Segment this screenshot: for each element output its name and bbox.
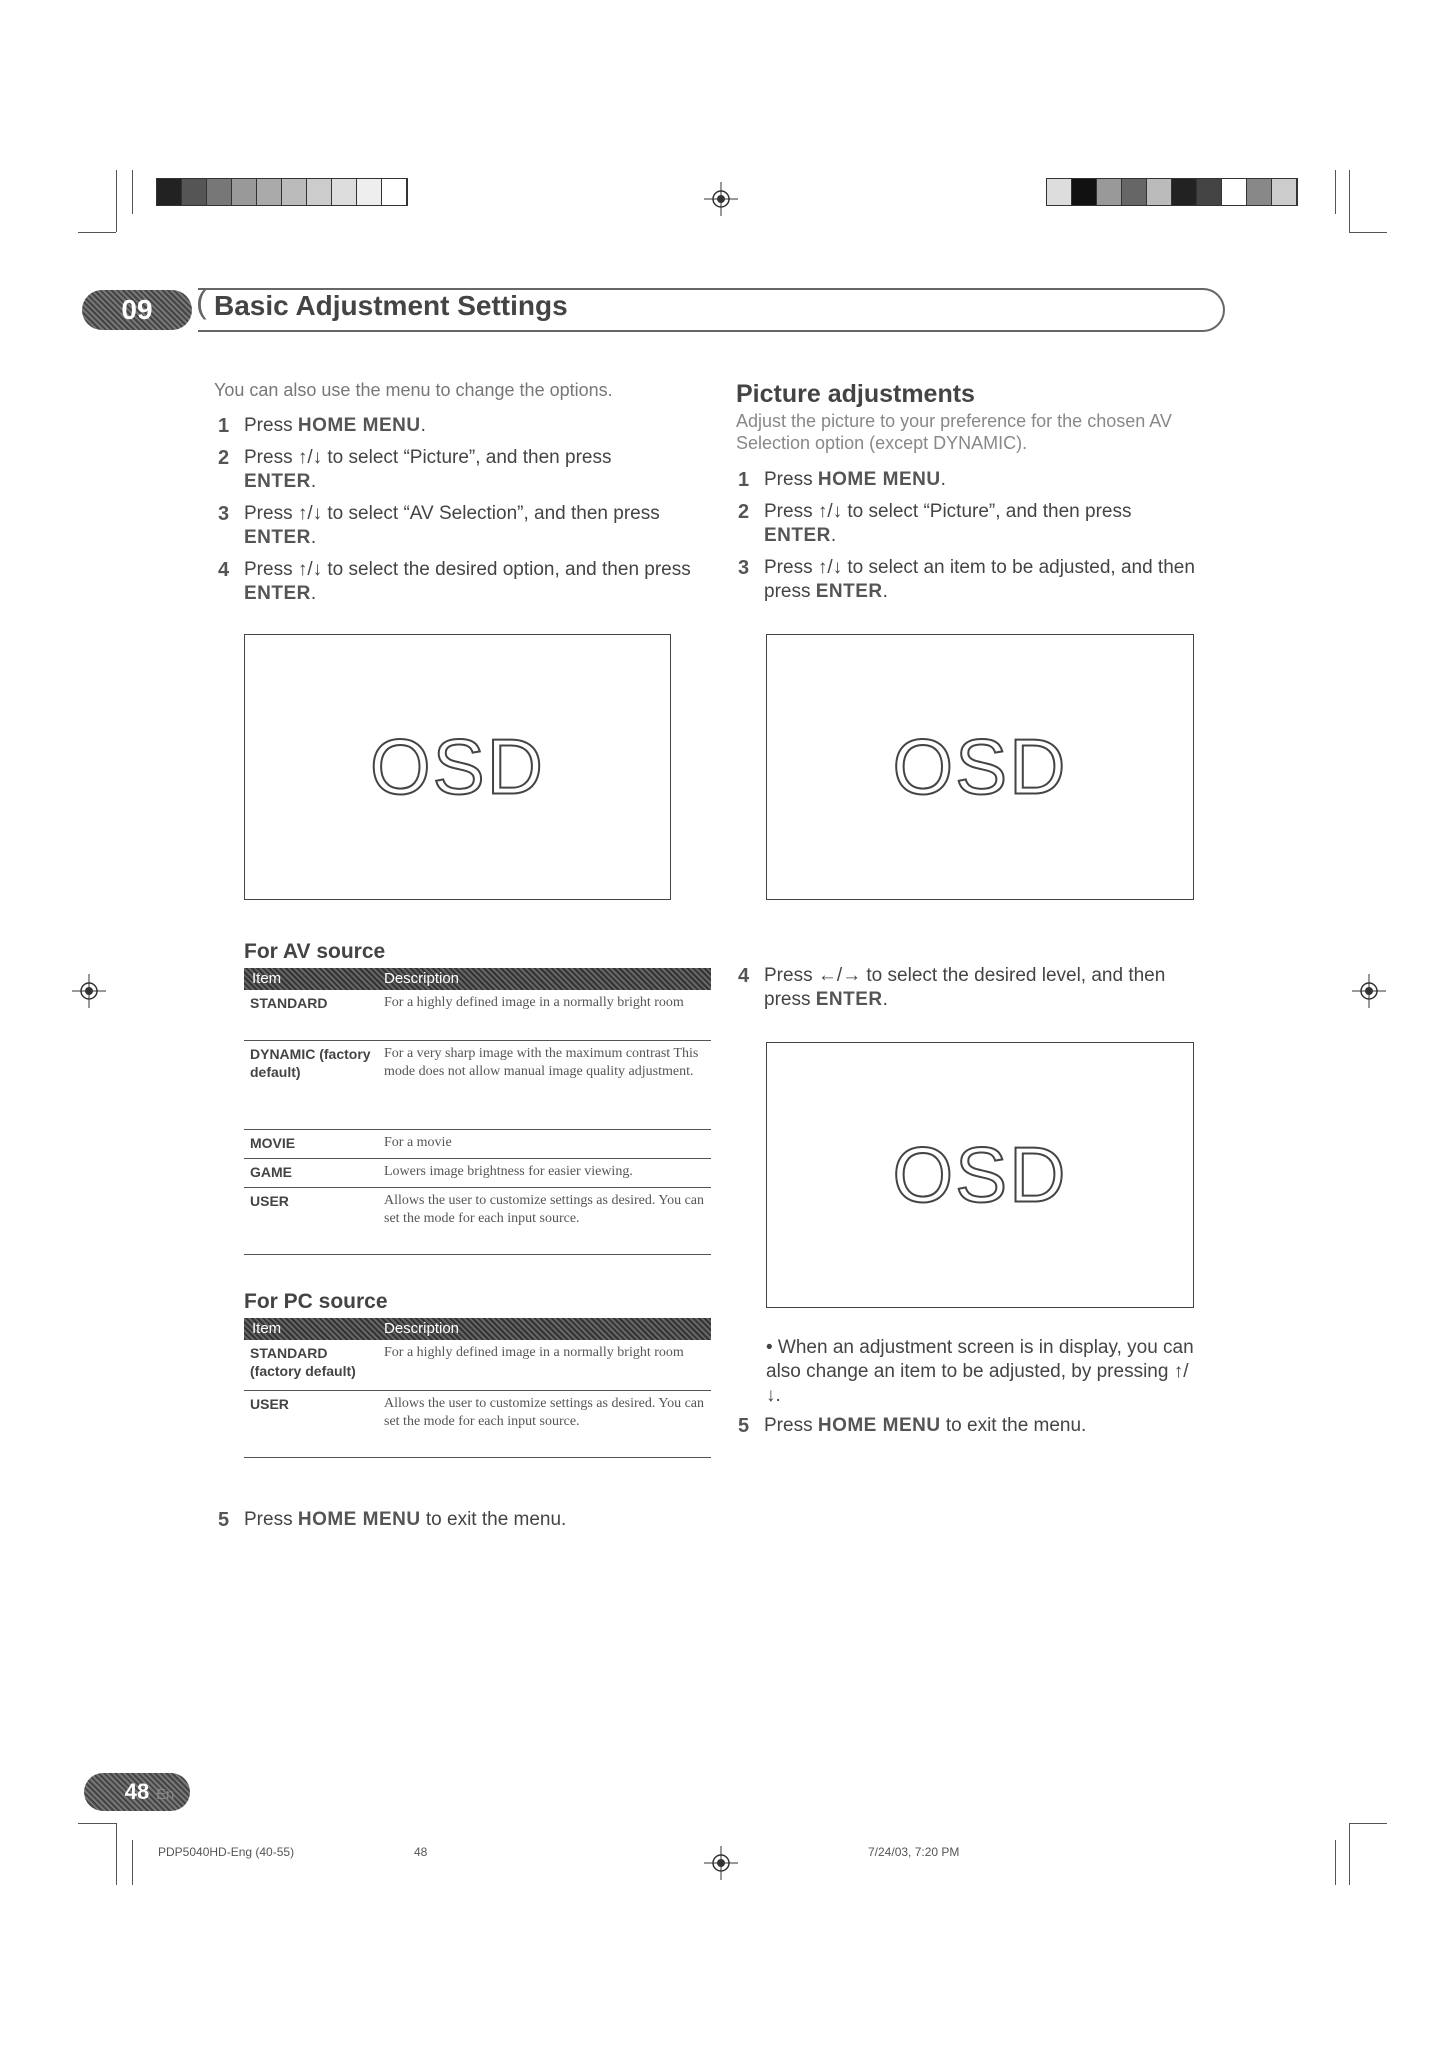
pc-source-table	[244, 1318, 711, 1458]
step-number: 5	[738, 1415, 750, 1437]
table-row: STANDARD For a highly defined image in a normally bright room	[244, 990, 711, 1041]
step-number: 3	[738, 557, 750, 579]
section-heading: Picture adjustments	[736, 380, 975, 408]
section-description: Adjust the picture to your preference for the chosen AV Selection option (except DYNAMIC).	[736, 411, 1172, 453]
registration-target-icon	[1352, 974, 1386, 1008]
chapter-number-badge: 09	[82, 290, 192, 330]
footer-datetime: 7/24/03, 7:20 PM	[868, 1845, 960, 1859]
osd-placeholder	[766, 1042, 1194, 1308]
osd-label: OSD	[892, 1130, 1068, 1219]
step-3: 3 Press ↑/↓ to select “AV Selection”, and then press ENTER.	[218, 503, 660, 548]
osd-placeholder	[766, 634, 1194, 900]
step-3: 3 Press ↑/↓ to select an item to be adjusted, and then press ENTER.	[738, 557, 1195, 602]
intro-text: You can also use the menu to change the options.	[214, 380, 613, 400]
table-row: STANDARD (factory default) For a highly defined image in a normally bright room	[244, 1340, 711, 1391]
step-number: 1	[218, 415, 230, 437]
osd-label: OSD	[369, 722, 546, 811]
step-number: 4	[218, 559, 230, 581]
av-source-table	[244, 968, 711, 1255]
step-5: 5 Press HOME MENU to exit the menu.	[738, 1415, 1087, 1437]
registration-target-icon	[72, 974, 106, 1008]
chapter-title-bracket: (	[196, 284, 207, 320]
table-header: Item Description	[244, 1318, 711, 1340]
table-row: USER Allows the user to customize settings as desired. You can set the mode for each input source.	[244, 1188, 711, 1255]
step-number: 4	[738, 965, 750, 987]
pc-source-table-title: For PC source	[244, 1290, 388, 1313]
registration-target-icon	[704, 1846, 738, 1880]
step-4: 4 Press ↑/↓ to select the desired option, and then press ENTER.	[218, 559, 691, 604]
osd-label: OSD	[892, 722, 1068, 811]
step-1: 1 Press HOME MENU.	[738, 469, 946, 491]
table-row: GAME Lowers image brightness for easier viewing.	[244, 1159, 711, 1188]
footer-page: 48	[414, 1845, 428, 1859]
step-5: 5 Press HOME MENU to exit the menu.	[218, 1509, 567, 1531]
step-number: 1	[738, 469, 750, 491]
note-text: • When an adjustment screen is in display, you can also change an item to be adjusted, by pressing ↑/↓.	[766, 1337, 1194, 1406]
step-1: 1 Press HOME MENU.	[218, 415, 426, 437]
table-row: MOVIE For a movie	[244, 1130, 711, 1159]
table-row: USER Allows the user to customize settings as desired. You can set the mode for each input source.	[244, 1391, 711, 1458]
step-4: 4 Press ←/→ to select the desired level, and then press ENTER.	[738, 965, 1166, 1010]
chapter-title: Basic Adjustment Settings	[214, 290, 568, 321]
step-2: 2 Press ↑/↓ to select “Picture”, and then press ENTER.	[218, 447, 612, 492]
step-2: 2 Press ↑/↓ to select “Picture”, and then press ENTER.	[738, 501, 1132, 546]
registration-bar-right	[1046, 178, 1298, 206]
step-number: 5	[218, 1509, 230, 1531]
av-source-table-title: For AV source	[244, 940, 386, 963]
osd-placeholder	[244, 634, 671, 900]
registration-target-icon	[704, 182, 738, 216]
footer-filename: PDP5040HD-Eng (40-55)	[158, 1845, 295, 1859]
step-number: 3	[218, 503, 230, 525]
page-number-badge: 48	[84, 1773, 190, 1811]
step-number: 2	[738, 501, 750, 523]
table-row: DYNAMIC (factory default) For a very sharp image with the maximum contrast This mode does not allow manual image quality adjustment.	[244, 1041, 711, 1130]
table-header: Item Description	[244, 968, 711, 990]
language-code: En	[156, 1786, 175, 1803]
step-number: 2	[218, 447, 230, 469]
registration-bar-left	[156, 178, 408, 206]
